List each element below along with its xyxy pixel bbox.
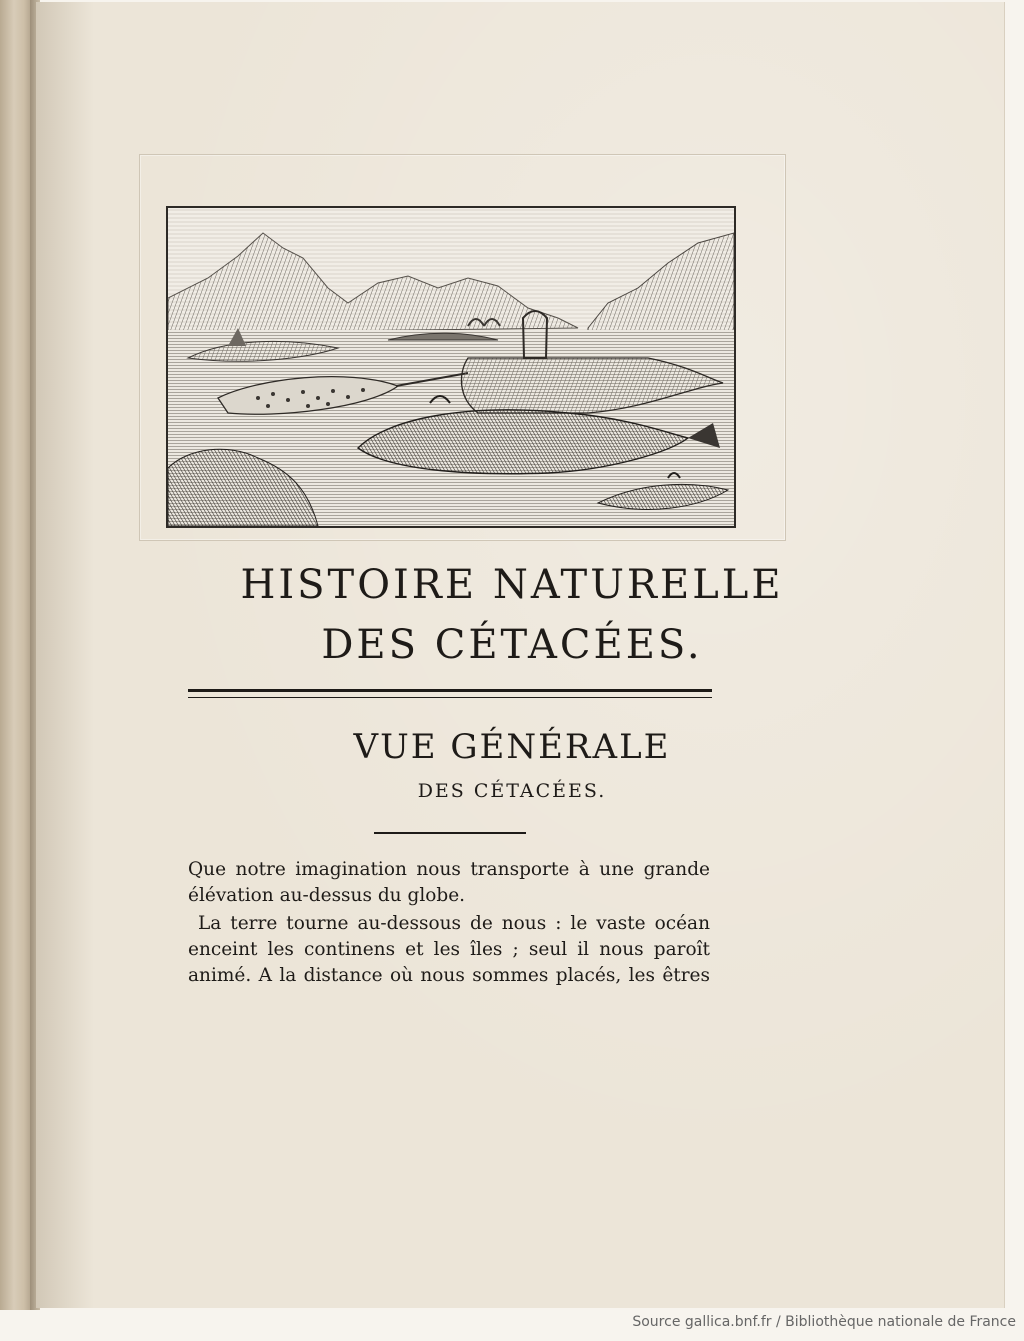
book-title-line-1: HISTOIRE NATURELLE: [240, 562, 784, 608]
whale-engraving-illustration: [166, 206, 736, 528]
source-footer: Source gallica.bnf.fr / Bibliothèque nationale de France: [632, 1314, 1016, 1330]
text-line: La terre tourne au-dessous de nous : le vaste océan: [198, 913, 710, 934]
text-line: Que notre imagination nous transporte à une grande: [188, 859, 710, 880]
section-divider-rule: [374, 832, 526, 834]
section-subtitle: DES CÉTACÉES.: [417, 780, 607, 802]
title-double-rule-thin: [188, 697, 712, 698]
text-line: enceint les continens et les îles ; seul il nous paroît: [188, 939, 710, 960]
title-double-rule-thick: [188, 689, 712, 692]
text-line: élévation au-dessus du globe.: [188, 885, 466, 906]
book-title-line-2: DES CÉTACÉES.: [321, 622, 703, 668]
section-title: VUE GÉNÉRALE: [353, 727, 671, 767]
text-line: animé. A la distance où nous sommes placés, les êtres: [188, 965, 710, 986]
body-paragraph: [188, 857, 710, 989]
